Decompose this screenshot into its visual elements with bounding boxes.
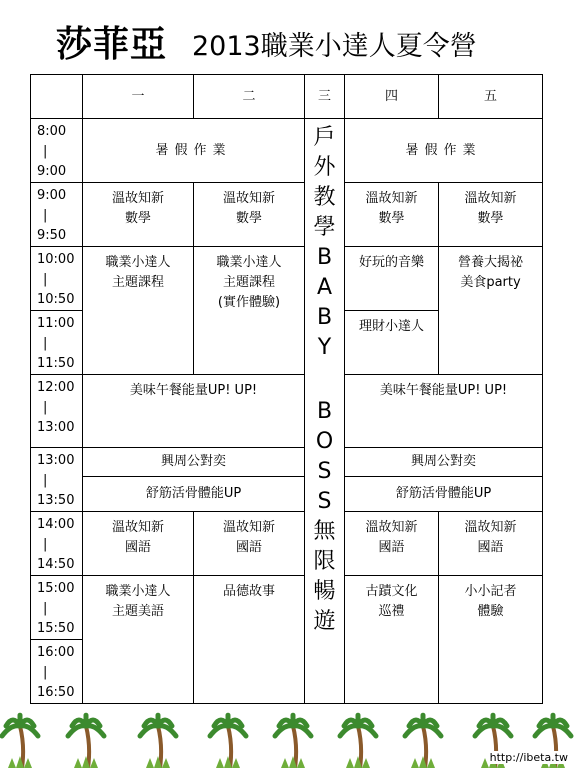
palm-tree-icon <box>68 715 104 768</box>
class-cell: 品德故事 <box>194 576 305 704</box>
palm-tree-icon <box>140 715 176 768</box>
class-cell: 溫故知新 數學 <box>439 183 543 247</box>
time-slot: 9:00 | 9:50 <box>31 183 83 247</box>
time-slot: 15:00 | 15:50 <box>31 576 83 640</box>
class-cell: 小小記者 體驗 <box>439 576 543 704</box>
corner-cell <box>31 75 83 119</box>
palm-tree-icon <box>405 715 441 768</box>
class-cell: 溫故知新 數學 <box>194 183 305 247</box>
day-fri: 五 <box>439 75 543 119</box>
time-slot: 8:00 | 9:00 <box>31 119 83 183</box>
title-brand: 莎菲亞 <box>56 23 168 65</box>
lunch-cell: 美味午餐能量UP! UP! <box>83 375 305 448</box>
activity-cell: 興周公對奕 <box>83 448 305 477</box>
schedule-table <box>30 74 543 704</box>
class-cell: 理財小達人 <box>345 311 439 375</box>
palm-tree-icon <box>275 715 311 768</box>
class-cell: 溫故知新 數學 <box>345 183 439 247</box>
activity-cell: 舒筋活骨體能UP <box>345 477 543 512</box>
class-cell: 職業小達人 主題課程 (實作體驗) <box>194 247 305 375</box>
time-slot: 12:00 | 13:00 <box>31 375 83 448</box>
class-cell: 溫故知新 國語 <box>194 512 305 576</box>
class-cell: 營養大揭祕 美食party <box>439 247 543 375</box>
time-slot: 16:00 | 16:50 <box>31 640 83 704</box>
watermark-url: http://ibeta.tw <box>489 751 568 764</box>
class-cell: 溫故知新 國語 <box>345 512 439 576</box>
time-slot: 14:00 | 14:50 <box>31 512 83 576</box>
activity-cell: 興周公對奕 <box>345 448 543 477</box>
page-title <box>0 14 576 64</box>
time-slot: 13:00 | 13:50 <box>31 448 83 512</box>
class-cell: 溫故知新 國語 <box>83 512 194 576</box>
class-cell: 溫故知新 數學 <box>83 183 194 247</box>
title-text: 2013職業小達人夏令營 <box>192 31 477 62</box>
wednesday-column: 戶 外 教 學 B A B Y B O S S 無 限 暢 遊 <box>305 119 345 704</box>
activity-cell: 舒筋活骨體能UP <box>83 477 305 512</box>
homework-cell: 暑假作業 <box>83 119 305 183</box>
homework-cell: 暑假作業 <box>345 119 543 183</box>
palm-tree-icon <box>340 715 376 768</box>
day-wed: 三 <box>305 75 345 119</box>
class-cell: 好玩的音樂 <box>345 247 439 311</box>
day-mon: 一 <box>83 75 194 119</box>
lunch-cell: 美味午餐能量UP! UP! <box>345 375 543 448</box>
time-slot: 11:00 | 11:50 <box>31 311 83 375</box>
time-slot: 10:00 | 10:50 <box>31 247 83 311</box>
class-cell: 古蹟文化 巡禮 <box>345 576 439 704</box>
header-row <box>31 75 543 119</box>
day-tue: 二 <box>194 75 305 119</box>
class-cell: 職業小達人 主題課程 <box>83 247 194 375</box>
palm-tree-icon <box>2 715 38 768</box>
class-cell: 溫故知新 國語 <box>439 512 543 576</box>
class-cell: 職業小達人 主題美語 <box>83 576 194 704</box>
palm-tree-icon <box>210 715 246 768</box>
day-thu: 四 <box>345 75 439 119</box>
